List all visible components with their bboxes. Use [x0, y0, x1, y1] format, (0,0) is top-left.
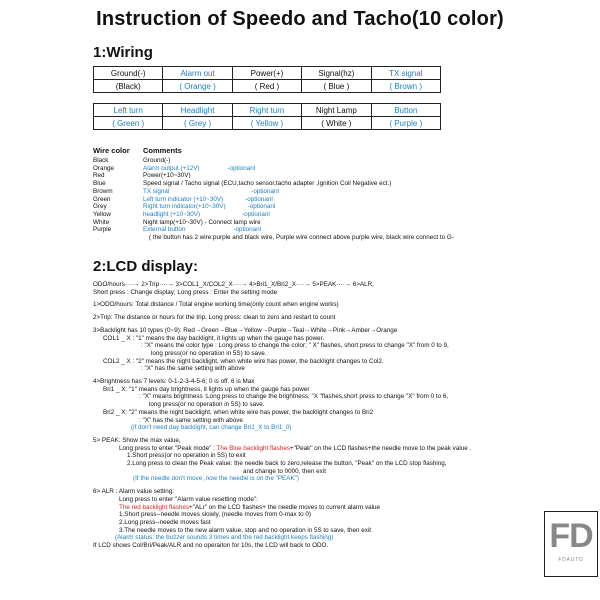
cell-brown: ( Brown ): [371, 80, 440, 93]
alr-line: 6> ALR : Alarm value setting:: [93, 488, 175, 496]
backlight-line: 3>Backlight has 10 types (0~9): Red→Green→Blue→Yellow→Purple→Teal→White→Pink→Amber→Orange: [93, 326, 398, 334]
comment-left-turn: Left turn indicator (+10~30V) -optionanl: [143, 195, 273, 203]
lcd-timeout-note: If LCD shows Col/Bri/Peak/ALR and no operaiton for 10s, the LCD will back to ODO.: [93, 542, 329, 550]
comment-tx: TX signal -optionanl: [143, 187, 279, 195]
wire-item: Purple: [93, 226, 112, 234]
peak-line: and change to 0000, then exit: [243, 467, 326, 475]
comment-night-lamp: Night lamp(+10~30V) - Connect lamp wire: [143, 218, 261, 226]
alr-line: 3.The needle moves to the new alarm value, stop and no operation in 5S to save, then exit: [119, 526, 372, 534]
fdauto-logo: [544, 511, 598, 577]
cell-black: (Black): [94, 80, 163, 93]
alr-note: (Alarm status: the buzzer sounds 3 times and the red backlight keeps flashing): [115, 534, 334, 542]
logo-mark: FD: [549, 517, 593, 555]
comments-header: Comments: [143, 146, 182, 155]
lcd-trip: 2>Trip: The distance or hours for the trip. Long press: clean to zero and restart to count: [93, 314, 336, 322]
cell-grey: ( Grey ): [163, 117, 232, 130]
wire-item: Red: [93, 172, 105, 180]
wire-item: Blue: [93, 180, 106, 188]
brightness-line: long press(or no operation in 5S) to save.: [149, 401, 265, 409]
wire-item: Orange: [93, 164, 115, 172]
page-title: Instruction of Speedo and Tacho(10 color): [96, 8, 504, 30]
cell-tx-signal: TX signal: [371, 67, 440, 80]
wiring-table-top: [93, 66, 441, 93]
cell-green: ( Green ): [94, 117, 163, 130]
wire-item: Green: [93, 195, 111, 203]
cell-signal: Signal(hz): [302, 67, 371, 80]
backlight-line: : "X" means the color type : Long press to change the color; " X" flashes, short press to change "X" from 0 to 9,: [141, 342, 449, 350]
brightness-line: 4>Brightness has 7 levels: 0-1-2-3-4-5-6; 0 is off. 6 is Max: [93, 378, 255, 386]
comment-power: Power(+10~30V): [143, 172, 191, 180]
wire-item: White: [93, 218, 110, 226]
wire-color-header: Wire color: [93, 146, 130, 155]
comment-button-note: ( the button has 2 wire:purple and black wire, Purple wire connect above purple wire, black wire connect to G-: [149, 234, 454, 242]
lcd-heading: 2:LCD display:: [93, 258, 199, 275]
cell-ground: Ground(-): [94, 67, 163, 80]
comment-ground: Ground(-): [143, 157, 171, 164]
comment-button: External button -optionanl: [143, 226, 262, 234]
cell-night-lamp: Night Lamp: [302, 104, 371, 117]
lcd-sequence: ODO/hours····→ 2>Trip····→ 3>COL1_X/COL2_X····→ 4>Bri1_X/Bri2_X····→ 5>PEAK····→ 6>ALR,: [93, 281, 374, 288]
cell-button: Button: [371, 104, 440, 117]
wire-item: Grey: [93, 203, 107, 211]
alr-line: Long press to enter "Alarm value resetting mode":: [119, 495, 258, 503]
comment-headlight: headlight (+10~30V) -optionanl: [143, 210, 270, 218]
brightness-line: Bri1 _ X: "1" means day brightness, it lights up when the gauge has power: [103, 385, 310, 393]
cell-left-turn: Left turn: [94, 104, 163, 117]
cell-white: ( White ): [302, 117, 371, 130]
logo-name: FDAUTO: [558, 557, 584, 563]
cell-right-turn: Right turn: [232, 104, 301, 117]
cell-yellow: ( Yellow ): [232, 117, 301, 130]
comment-signal: Speed signal / Tacho signal (ECU,tacho sensor,tacho adapter ,Ignition Coil Negative ect.): [143, 180, 392, 188]
wire-comments-list: [143, 157, 593, 242]
peak-line: Long press to enter "Peak mode" : The Blue backlight flashes+"Peak" on the LCD flashes+the needle move to the peak value .: [119, 444, 472, 452]
wire-item: Browm: [93, 187, 113, 195]
backlight-line: COL1 _ X : "1" means the day backlight, it lights up when the gauge has power.: [103, 334, 325, 342]
brightness-line: : "X" means brightness :Long press to change the brightness; "X "flashes,short press to change "X" from 0 to 6,: [139, 393, 449, 401]
alr-line: 2.Long press--needle moves fast: [119, 518, 211, 526]
backlight-line: COL2 _ X : "2" means the night backlight, when white wire has power, the backlight changes to Col2.: [103, 357, 384, 365]
cell-headlight: Headlight: [163, 104, 232, 117]
peak-line: 2.Long press to clean the Peak value: the needle back to zero,release the button, "Peak" on the LCD stop flashing,: [127, 460, 447, 468]
wire-color-list: [93, 157, 114, 234]
alr-line: The red backlight flashes+"ALr" on the LCD flashes+ the needle moves to current alarm value: [119, 503, 381, 511]
brightness-line: : "X" has the same setting with above: [139, 416, 243, 424]
lcd-odo: 1>ODO/hours: Total distance / Total engine working time(only count when engine works): [93, 301, 339, 309]
cell-alarm-out: Alarm out: [163, 67, 232, 80]
cell-power: Power(+): [232, 67, 301, 80]
peak-note: (If the needle don't move ,now the needle is on the "PEAK"): [133, 475, 299, 483]
peak-line: 1.Short press(or no operation in 5S) to exit: [127, 452, 246, 460]
wiring-heading: 1:Wiring: [93, 44, 153, 61]
cell-red: ( Red ): [232, 80, 301, 93]
lcd-section: [93, 281, 593, 550]
backlight-line: : "X" has the same setting with above: [141, 365, 245, 373]
lcd-short-press: Short press : Change display; Long press : Enter the setting mode: [93, 288, 278, 296]
cell-orange: ( Orange ): [163, 80, 232, 93]
wire-item: Black: [93, 157, 109, 164]
wiring-table-bottom: [93, 103, 441, 130]
brightness-note: (if don't need day backlight, can change Bri1_X to Bri1_0): [131, 424, 292, 432]
comment-alarm: Alarm output (+12V) -optionanl: [143, 164, 256, 172]
backlight-line: long press(or no operation in 5S) to save.: [151, 349, 267, 357]
alr-line: 1.Short press--needle moves slowly, (needle moves from 0-max to 0): [119, 511, 312, 519]
peak-line: 5> PEAK: Show the max value,: [93, 436, 181, 444]
comment-right-turn: Right turn indicator(+10~30V) -optionanl: [143, 203, 276, 211]
cell-purple: ( Purple ): [371, 117, 440, 130]
brightness-line: Bri2 _ X: "2" means the night backlight, when white wire has power, the backlight changes to Bri2: [103, 408, 374, 416]
wire-item: Yellow: [93, 210, 111, 218]
cell-blue: ( Blue ): [302, 80, 371, 93]
